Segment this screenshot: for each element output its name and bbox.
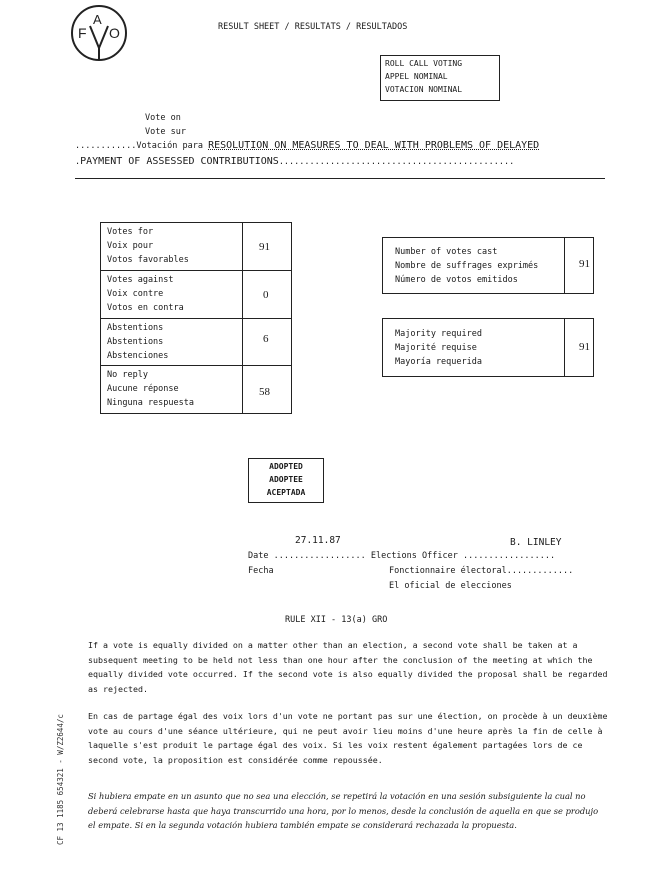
tally-row-against: Votes against Voix contre Votos en contra 0 <box>101 271 291 319</box>
tally-table <box>100 222 292 414</box>
tally-value: 0 <box>263 289 269 301</box>
vote-sur-label: Vote sur <box>145 127 186 137</box>
margin-code: CF 13 1185 654321 - W/Z2644/c <box>56 714 65 845</box>
svg-text:A: A <box>93 12 102 27</box>
tally-row-abstentions: Abstentions Abstentions Abstenciones 6 <box>101 319 291 366</box>
fao-logo <box>70 4 128 62</box>
result-sheet: F A O RESULT SHEET / RESULTATS / RESULTADOS ROLL CALL VOTING APPEL NOMINAL VOTACION NOMINAL Vote on Vote sur ............Votación para RESOLUTION ON MEASURES TO DEAL WITH PROBLEMS OF DELAYED .PAYMENT OF ASSESSED CONTRIBUTIONS.............................................. Votes for Voix pour Votos favorables 91 Votes against Voix contre Votos en contra 0 Abstentions Abstentions Abstenciones 6 No reply Aucune réponse Ninguna respuesta 58 Number of votes cast Nombre de suffrages exprimés Número de votos emitidos 91 Majority required Majorité requise Mayoría requerida 91 ADOPTED ADOPTEE ACEPTADA 27.11.87 B. LINLEY Date .................. Elections Officer .................. Fecha Fonctionnaire électoral............. El oficial de elecciones RULE XII - 13(a) GRO If a vote is equally divided on a matter other than an election, a second vote shall be taken at a subsequent meeting to be held not less than one hour after the conclusion of the meeting at which the equally divided vote occurred. If the second vote is also equally divided the proposal shall be regarded as rejected. En cas de partage égal des voix lors d'un vote ne portant pas sur une élection, on procède à un deuxième vote au cours d'une séance ultérieure, qui ne peut avoir lieu moins d'une heure après la fin de celle à laquelle s'est produit le partage égal des voix. Si les voix restent également partagées lors de ce second vote, la proposition est considérée comme repoussée. Si hubiera empate en un asunto que no sea una elección, se repetirá la votación en una sesión subsiguiente la cual no deberá celebrarse hasta que haya transcurrido una hora, por lo menos, desde la conclusión de aquella en que se produjo el empate. Si en la segunda votación hubiera también empate se considerará rechazada la propuesta. CF 13 1185 654321 - W/Z2644/c <box>0 0 658 894</box>
fecha-label: Fecha <box>248 566 274 576</box>
svg-text:O: O <box>109 25 120 41</box>
votes-cast-value: 91 <box>579 258 590 270</box>
rule-heading: RULE XII - 13(a) GRO <box>285 615 388 625</box>
officer-label-en: Elections Officer <box>370 551 458 561</box>
votacion-label: Votación para <box>136 141 203 151</box>
date-value: 27.11.87 <box>295 535 341 546</box>
tally-value: 58 <box>259 386 270 398</box>
vote-type-box <box>380 55 500 101</box>
paragraph-es: Si hubiera empate en un asunto que no sea una elección, se repetirá la votación en una sesión subsiguiente la cual no deberá celebrarse hasta que haya transcurrido una hora, por lo menos, desde la conclusión de aquella en que se produjo el empate. Si en la segunda votación hubiera también empate se considerará rechazada la propuesta. <box>88 791 599 830</box>
officer-label-fr: Fonctionnaire électoral <box>389 566 507 576</box>
majority-box: Majority required Majorité requise Mayoría requerida 91 <box>382 318 594 377</box>
officer-name: B. LINLEY <box>510 537 562 548</box>
paragraph-en: If a vote is equally divided on a matter other than an election, a second vote shall be taken at a subsequent meeting to be held not less than one hour after the conclusion of the meeting at which the equally divided vote occurred. If the second vote is also equally divided the proposal shall be regarded as rejected. <box>88 640 608 694</box>
vote-type-en: ROLL CALL VOTING <box>385 59 463 68</box>
majority-value: 91 <box>579 341 590 353</box>
vote-subject-1: RESOLUTION ON MEASURES TO DEAL WITH PROBLEMS OF DELAYED <box>208 140 540 151</box>
sheet-title: RESULT SHEET / RESULTATS / RESULTADOS <box>218 22 408 32</box>
vote-type-fr: APPEL NOMINAL <box>385 72 448 81</box>
date-label: Date <box>248 551 269 561</box>
tally-row-for: Votes for Voix pour Votos favorables 91 <box>101 223 291 271</box>
tally-row-no-reply: No reply Aucune réponse Ninguna respuesta 58 <box>107 370 270 408</box>
tally-value: 91 <box>259 241 270 253</box>
vote-type-es: VOTACION NOMINAL <box>385 85 463 94</box>
result-box: ADOPTED ADOPTEE ACEPTADA <box>248 458 324 503</box>
paragraph-fr: En cas de partage égal des voix lors d'un vote ne portant pas sur une élection, on procède à un deuxième vote au cours d'une séance ultérieure, qui ne peut avoir lieu moins d'une heure après la fin de celle à laquelle s'est produit le partage égal des voix. Si les voix restent également partagées lors de ce second vote, la proposition est considérée comme repoussée. <box>88 711 608 765</box>
vote-subject-2: PAYMENT OF ASSESSED CONTRIBUTIONS <box>80 156 279 167</box>
svg-text:F: F <box>78 25 87 41</box>
votes-cast-box: Number of votes cast Nombre de suffrages exprimés Número de votos emitidos 91 <box>382 237 594 294</box>
divider <box>75 178 605 179</box>
tally-value: 6 <box>263 333 269 345</box>
vote-on-label: Vote on <box>145 113 181 123</box>
officer-label-es: El oficial de elecciones <box>389 581 512 591</box>
